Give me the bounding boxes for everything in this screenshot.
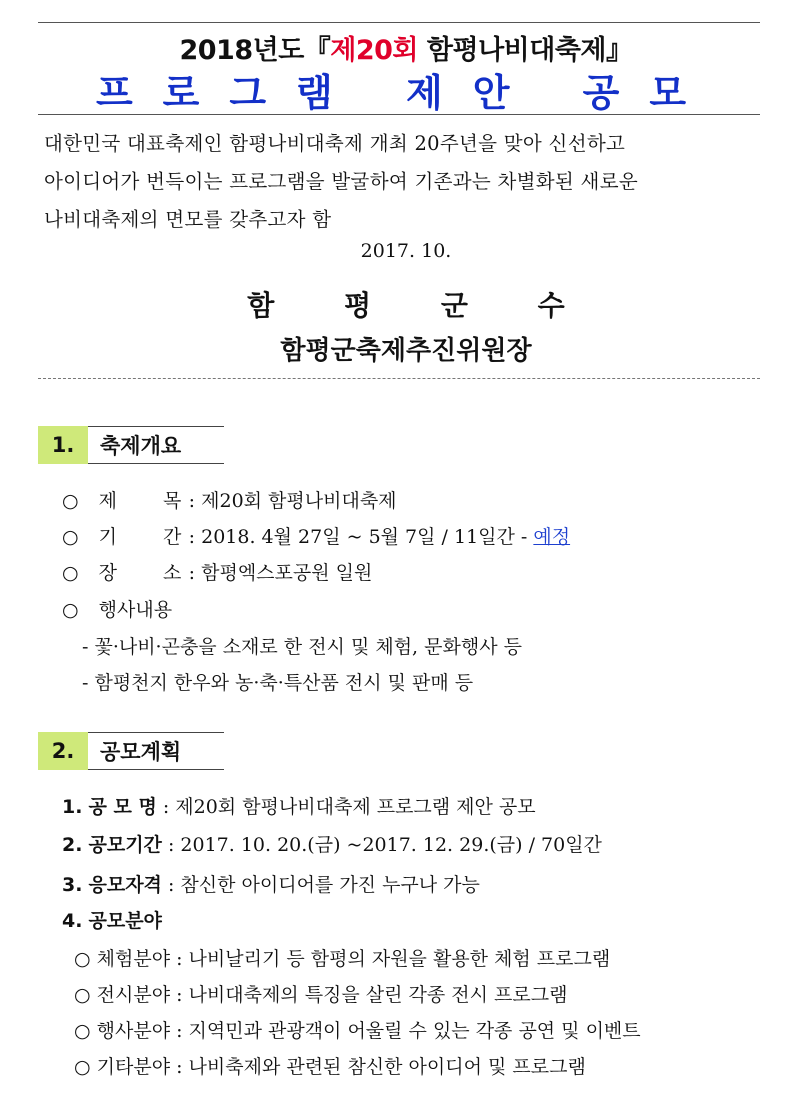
- bullet-icon: ○: [74, 1020, 91, 1042]
- plan-item-sep: :: [161, 874, 181, 896]
- section-number: 2.: [38, 732, 88, 770]
- item-key: 제 목: [98, 490, 182, 512]
- intro-line: 아이디어가 번득이는 프로그램을 발굴하여 기존과는 차별화된 새로운: [44, 170, 638, 193]
- item-value: 제20회 함평나비대축제: [201, 490, 397, 512]
- overview-item: [62, 522, 570, 549]
- plan-item-key: 공모기간: [88, 834, 162, 856]
- section-number: 1.: [38, 426, 88, 464]
- plan-item-number: 2.: [62, 834, 83, 856]
- item-key: 행사내용: [98, 599, 173, 621]
- bullet-icon: ○: [62, 490, 79, 512]
- plan-item-key: 공모분야: [88, 910, 162, 932]
- header-bottom-rule: [38, 114, 760, 115]
- intro-line: 나비대축제의 면모를 갖추고자 함: [44, 208, 332, 231]
- plan-item-value: 제20회 함평나비대축제 프로그램 제안 공모: [175, 796, 536, 818]
- title-highlight: 제20회: [330, 35, 419, 66]
- plan-item-number: 4.: [62, 910, 83, 932]
- plan-item: [62, 830, 602, 857]
- plan-item-value: 2017. 10. 20.(금) ~2017. 12. 29.(금) / 70일간: [180, 834, 602, 856]
- field-item: [74, 1016, 641, 1043]
- title-prefix: 2018년도『: [179, 35, 331, 66]
- plan-item-number: 3.: [62, 874, 83, 896]
- plan-item-value: 참신한 아이디어를 가진 누구나 가능: [180, 874, 480, 896]
- field-text: 체험분야 : 나비날리기 등 함평의 자원을 활용한 체험 프로그램: [96, 948, 611, 970]
- top-rule: [38, 22, 760, 23]
- item-key: 기 간: [98, 526, 182, 548]
- section-header-overview: [38, 426, 224, 464]
- field-text: 기타분야 : 나비축제와 관련된 참신한 아이디어 및 프로그램: [96, 1056, 586, 1078]
- title-suffix: 함평나비대축제』: [418, 35, 633, 66]
- item-value: 함평엑스포공원 일원: [201, 562, 373, 584]
- item-sep: :: [182, 490, 202, 512]
- plan-item-key: 응모자격: [88, 874, 162, 896]
- item-sep: :: [182, 526, 202, 548]
- plan-item-sep: :: [161, 834, 181, 856]
- item-key: 장 소: [98, 562, 182, 584]
- event-content-subitem: - 꽃·나비·곤충을 소재로 한 전시 및 체험, 문화행사 등: [82, 636, 522, 658]
- overview-item: [62, 595, 172, 622]
- bullet-icon: ○: [62, 599, 79, 621]
- field-item: [74, 944, 610, 971]
- section-header-contest-plan: [38, 732, 224, 770]
- section-title: 축제개요: [88, 426, 224, 464]
- intro-line: 대한민국 대표축제인 함평나비대축제 개최 20주년을 맞아 신선하고: [44, 132, 626, 155]
- tentative-link[interactable]: 예정: [533, 526, 571, 548]
- field-text: 전시분야 : 나비대축제의 특징을 살린 각종 전시 프로그램: [96, 984, 568, 1006]
- bullet-icon: ○: [62, 526, 79, 548]
- bullet-icon: ○: [74, 984, 91, 1006]
- field-item: [74, 980, 567, 1007]
- item-sep: :: [182, 562, 202, 584]
- section-title: 공모계획: [88, 732, 224, 770]
- overview-item: [62, 558, 372, 585]
- field-item: [74, 1052, 586, 1079]
- bullet-icon: ○: [74, 948, 91, 970]
- field-text: 행사분야 : 지역민과 관광객이 어울릴 수 있는 각종 공연 및 이벤트: [96, 1020, 641, 1042]
- issue-date: 2017. 10.: [360, 240, 452, 262]
- page-subtitle: 프로그램 제안 공모: [95, 71, 717, 115]
- item-value: 2018. 4월 27일 ~ 5월 7일 / 11일간 -: [201, 526, 534, 548]
- plan-item: [62, 906, 162, 933]
- dashed-divider: [38, 378, 760, 379]
- event-content-subitem: - 함평천지 한우와 농·축·특산품 전시 및 판매 등: [82, 672, 474, 694]
- plan-item: [62, 792, 536, 819]
- plan-item-key: 공 모 명: [88, 796, 157, 818]
- plan-item-sep: :: [156, 796, 176, 818]
- committee-title: 함평군축제추진위원장: [280, 336, 532, 366]
- bullet-icon: ○: [74, 1056, 91, 1078]
- overview-item: [62, 486, 397, 513]
- plan-item-number: 1.: [62, 796, 83, 818]
- signer-title: 함 평 군 수: [247, 289, 565, 322]
- bullet-icon: ○: [62, 562, 79, 584]
- plan-item: [62, 870, 480, 897]
